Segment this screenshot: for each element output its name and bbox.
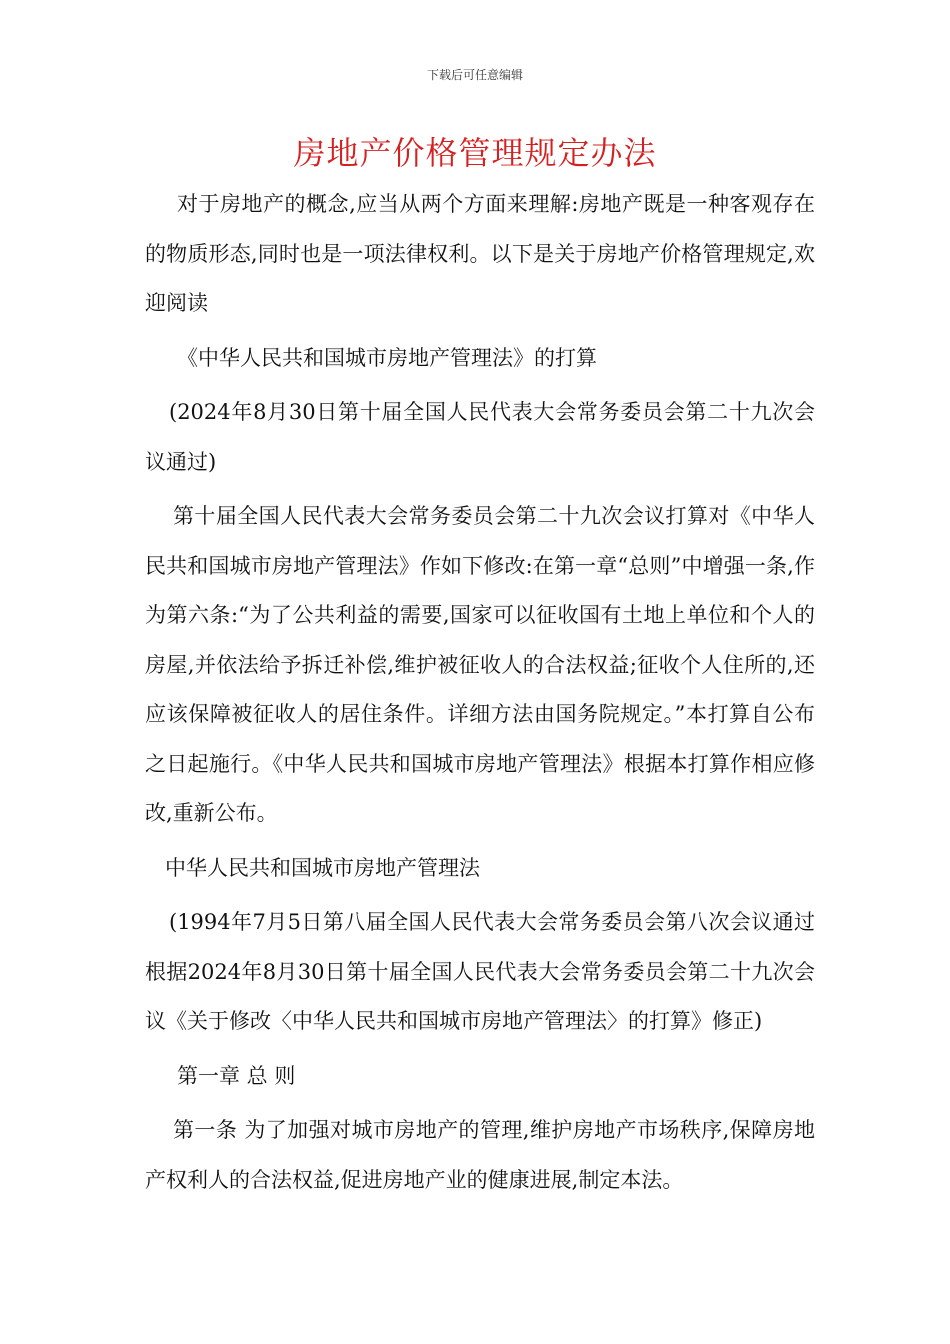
- document-body: [145, 180, 815, 1205]
- article-1: 第一条 为了加强对城市房地产的管理,维护房地产市场秩序,保障房地产权利人的合法权益,促进房地产业的健康进展,制定本法。: [145, 1118, 815, 1192]
- page-header: 下载后可任意编辑: [426, 68, 523, 82]
- chapter-heading: 第一章 总 则: [177, 1063, 296, 1088]
- law-note: (1994年7月5日第八届全国人民代表大会常务委员会第八次会议通过 根据2024年8月30日第十届全国人民代表大会常务委员会第二十九次会议《关于修改〈中华人民共和国城市房地产管理法〉的打算》修正): [145, 910, 815, 1033]
- law-title: 中华人民共和国城市房地产管理法: [165, 855, 480, 880]
- decision-title: 《中华人民共和国城市房地产管理法》的打算: [177, 345, 597, 370]
- document-title: 房地产价格管理规定办法: [293, 134, 657, 172]
- decision-text: 第十届全国人民代表大会常务委员会第二十九次会议打算对《中华人民共和国城市房地产管理法》作如下修改:在第一章“总则”中增强一条,作为第六条:“为了公共利益的需要,国家可以征收国有土地上单位和个人的房屋,并依法给予拆迁补偿,维护被征收人的合法权益;征收个人住所的,还应该保障被征收人的居住条件。详细方法由国务院规定。”本打算自公布之日起施行。《中华人民共和国城市房地产管理法》根据本打算作相应修改,重新公布。: [145, 504, 815, 825]
- intro-paragraph: 对于房地产的概念,应当从两个方面来理解:房地产既是一种客观存在的物质形态,同时也是一项法律权利。以下是关于房地产价格管理规定,欢迎阅读: [145, 192, 815, 315]
- decision-note: (2024年8月30日第十届全国人民代表大会常务委员会第二十九次会议通过): [145, 400, 815, 474]
